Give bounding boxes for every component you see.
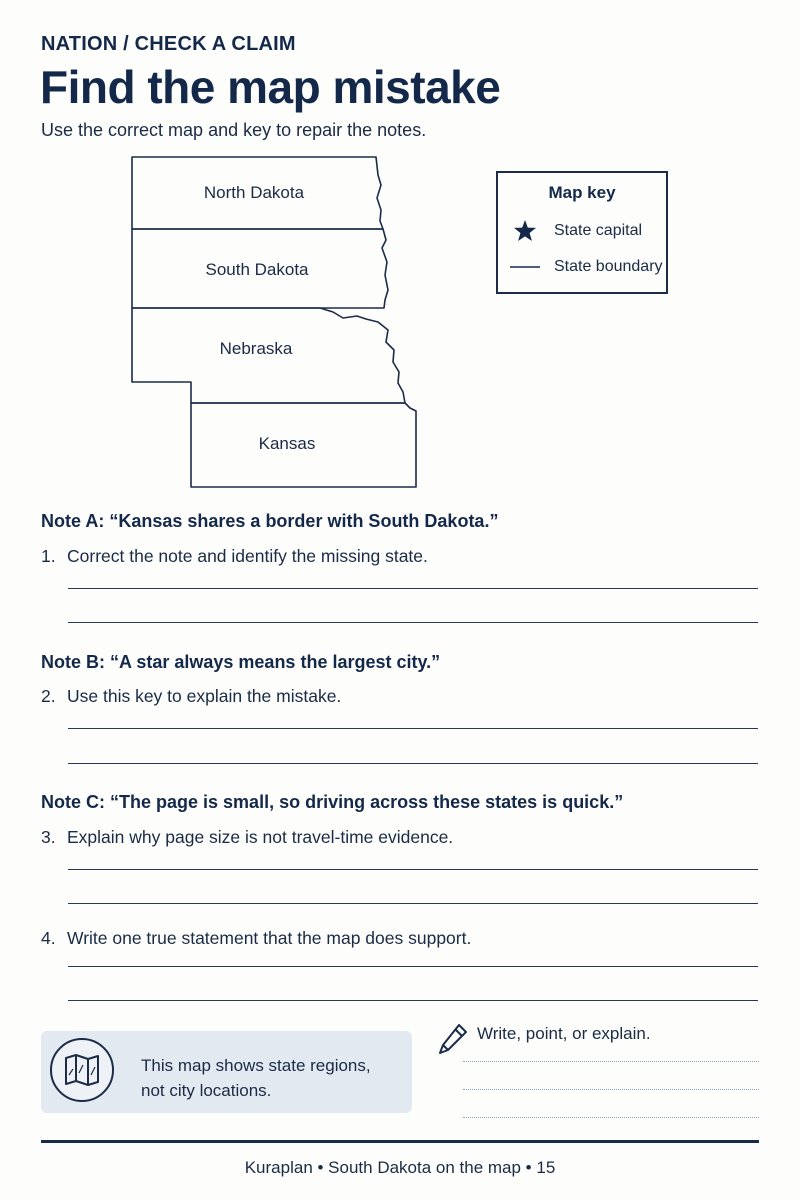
dotted-answer-line[interactable] [463,1117,759,1118]
map-label-south-dakota: South Dakota [205,260,309,279]
question-1-text: Correct the note and identify the missing state. [67,546,428,566]
dotted-answer-line[interactable] [463,1089,759,1090]
map-key [496,171,668,294]
answer-line[interactable] [68,903,758,904]
map-key-title: Map key [548,183,616,202]
page-title: Find the map mistake [40,61,501,113]
question-3-number: 3. [41,827,56,847]
map-key-label-capital: State capital [554,222,643,239]
answer-line[interactable] [68,588,758,589]
question-2 [41,686,341,707]
note-c-label: Note C: [41,792,105,812]
question-2-text: Use this key to explain the mistake. [67,686,342,706]
map-key-label-boundary: State boundary [554,258,663,275]
star-icon [510,219,540,243]
line-icon [510,262,540,272]
answer-line[interactable] [68,763,758,764]
eyebrow: NATION / CHECK A CLAIM [41,33,296,55]
question-4-text: Write one true statement that the map does support. [67,928,472,948]
note-b-label: Note B: [41,652,105,672]
map-label-nebraska: Nebraska [219,339,293,358]
question-1-number: 1. [41,546,56,566]
footer-text: Kuraplan • South Dakota on the map • 15 [244,1158,556,1177]
note-c [41,792,623,813]
answer-line[interactable] [68,1000,758,1001]
answer-line[interactable] [68,622,758,623]
write-area-label: Write, point, or explain. [477,1024,651,1043]
map-label-kansas: Kansas [258,434,316,453]
map-label-north-dakota: North Dakota [203,183,305,202]
question-3-text: Explain why page size is not travel-time evidence. [67,827,454,847]
answer-line[interactable] [68,869,758,870]
folded-map-icon [50,1038,114,1102]
tip-text-line-2: not city locations. [141,1081,272,1100]
note-b-quote: “A star always means the largest city.” [110,652,441,672]
answer-line[interactable] [68,966,758,967]
map-key-item-capital [510,219,642,243]
question-1 [41,546,428,567]
note-a-quote: “Kansas shares a border with South Dakota.” [109,511,499,531]
note-a-label: Note A: [41,511,105,531]
question-2-number: 2. [41,686,56,706]
tip-text-line-1: This map shows state regions, [141,1056,371,1075]
note-c-quote: “The page is small, so driving across these states is quick.” [110,792,624,812]
map-key-item-boundary [510,258,663,276]
dotted-answer-line[interactable] [463,1061,759,1062]
question-4-number: 4. [41,928,56,948]
note-a [41,511,498,532]
question-3 [41,827,453,848]
note-b [41,652,440,673]
tip-box [41,1031,412,1113]
tip-text [141,1053,401,1103]
state-map [0,0,800,500]
footer-divider [41,1140,759,1143]
pencil-icon [437,1022,469,1061]
question-4 [41,928,471,949]
answer-line[interactable] [68,728,758,729]
page-subtitle: Use the correct map and key to repair the notes. [41,120,427,140]
